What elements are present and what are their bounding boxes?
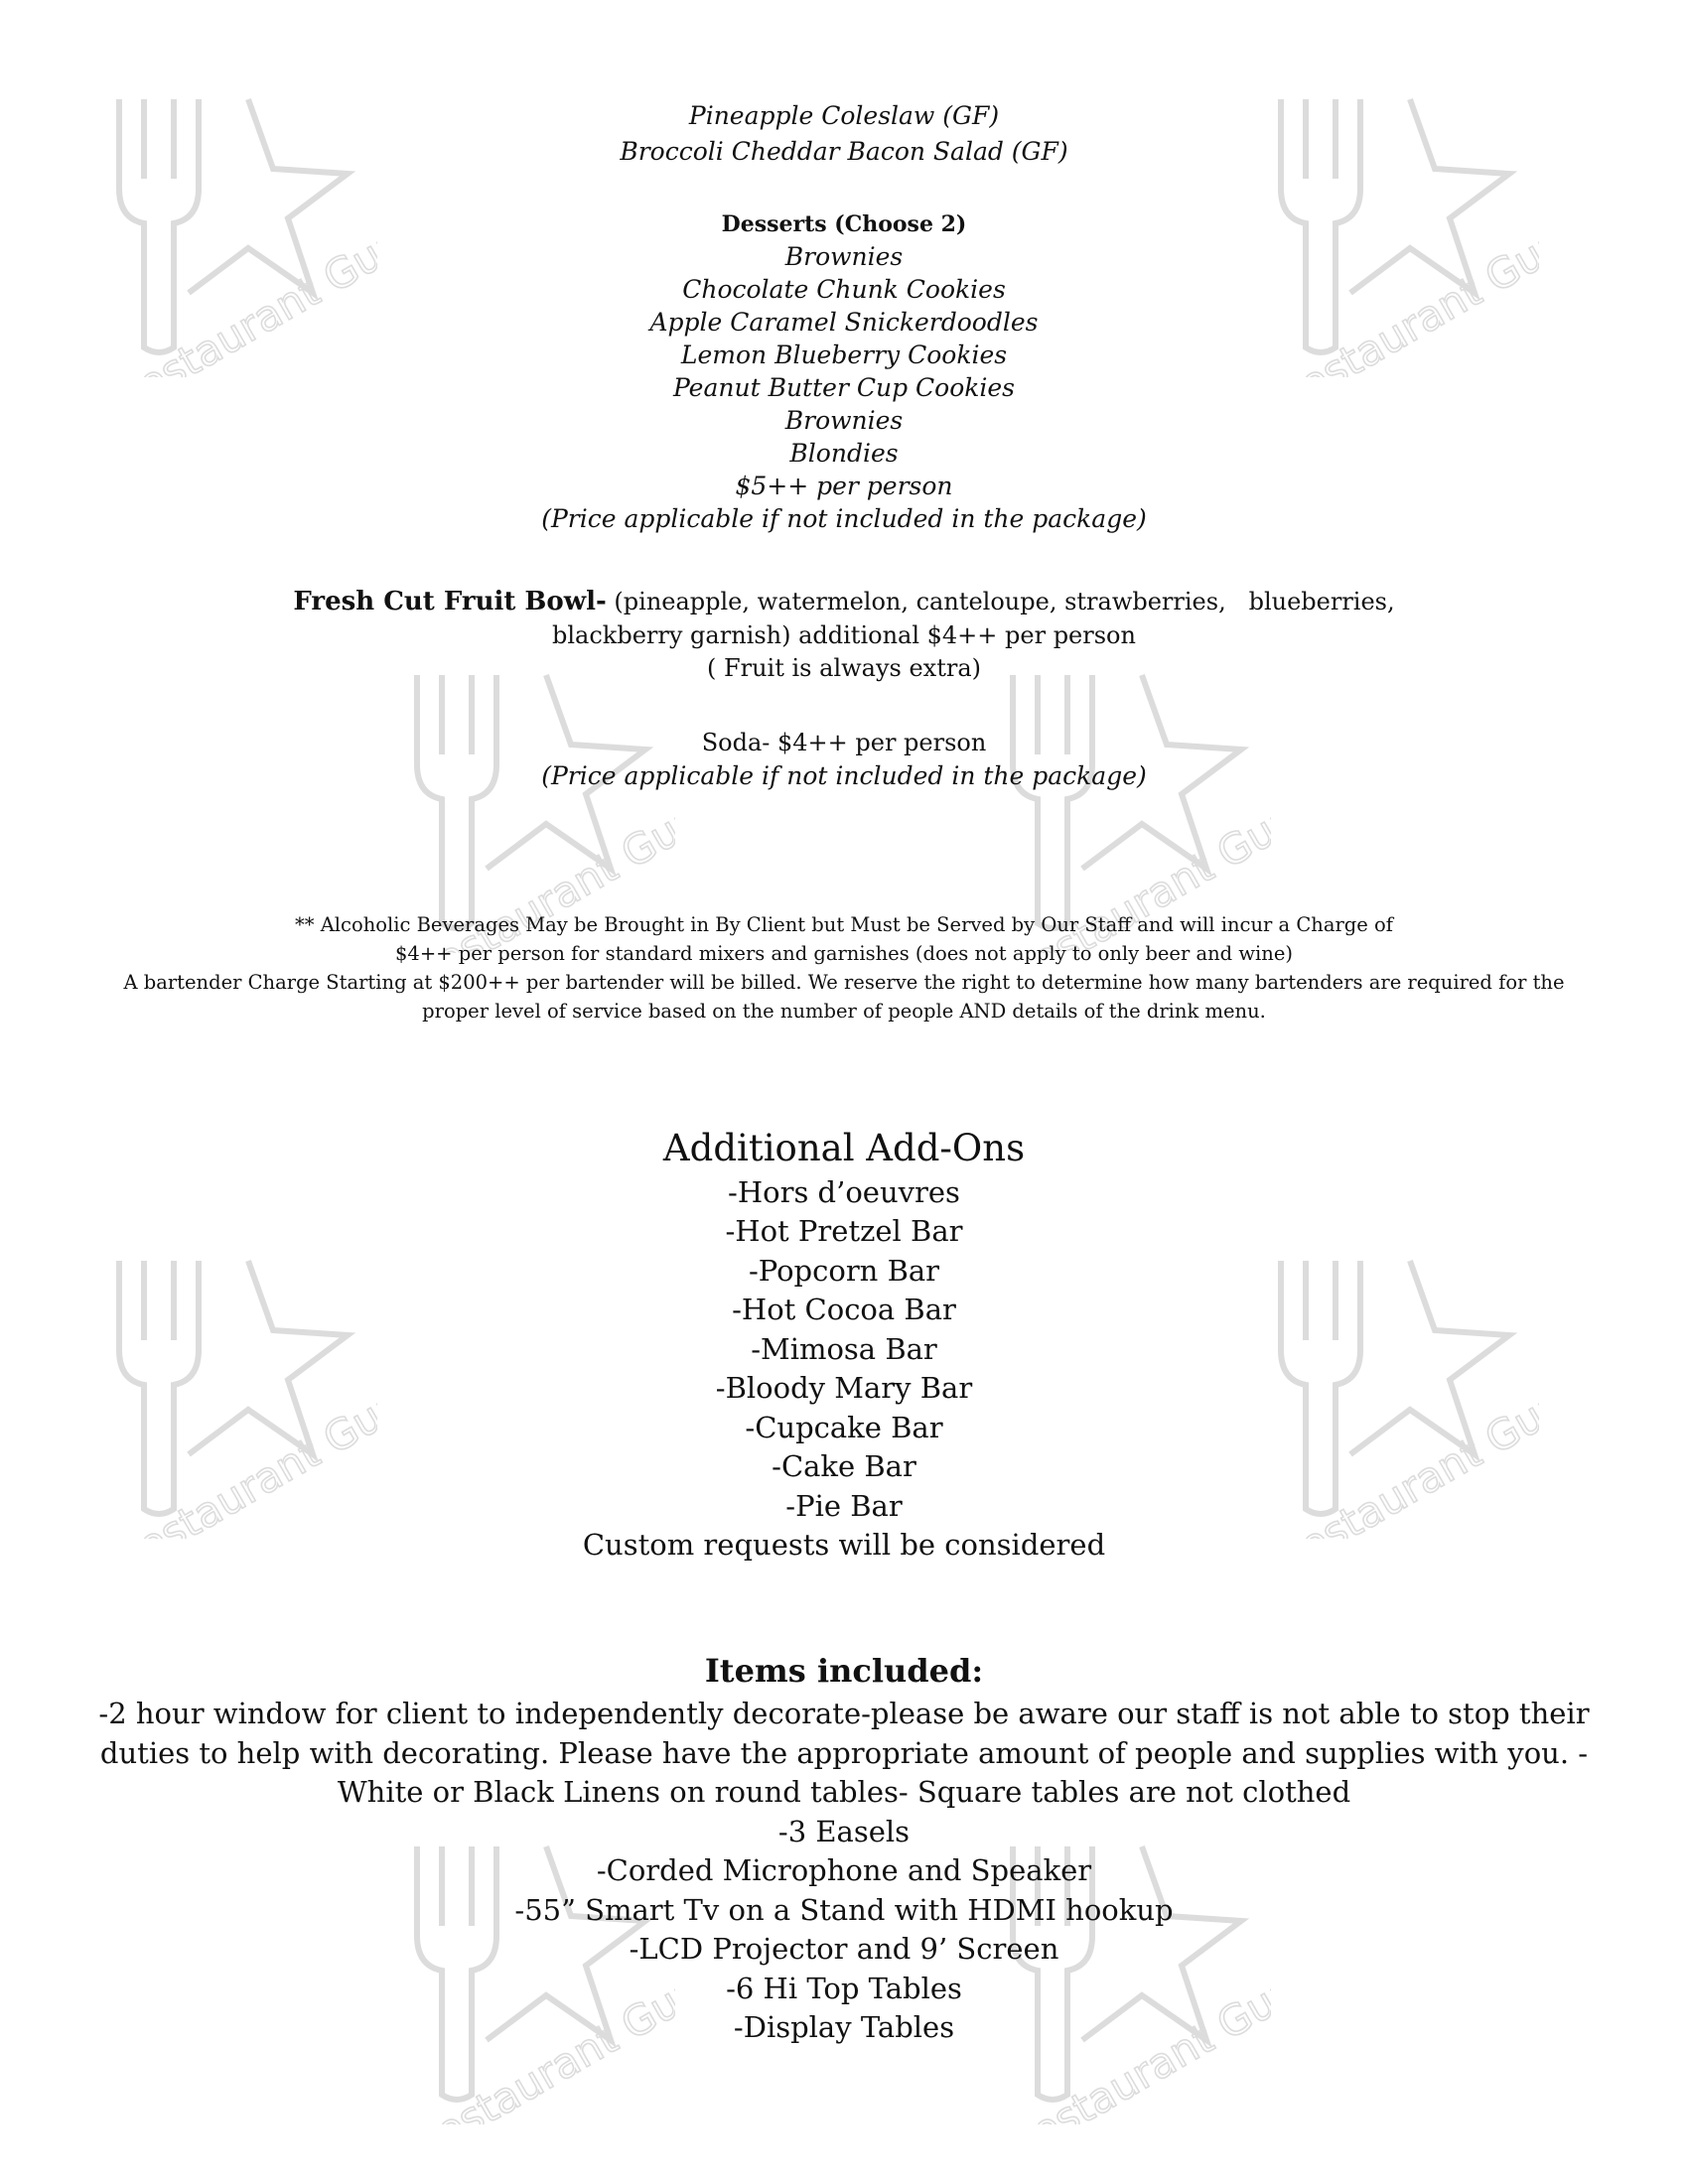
dessert-price: $5++ per person	[735, 472, 953, 500]
alcohol-policy-line: proper level of service based on the number of people AND details of the drink menu.	[422, 1000, 1266, 1023]
fruit-bowl-line	[0, 586, 1688, 618]
included-item: -Display Tables	[733, 2010, 955, 2044]
dessert-item: Chocolate Chunk Cookies	[682, 275, 1006, 304]
watermark-text: Restaurant Guru	[999, 784, 1271, 953]
included-item: -3 Easels	[777, 1815, 911, 1848]
watermark-text: Restaurant Guru	[1267, 1370, 1539, 1539]
watermark-text: Restaurant Guru	[105, 1370, 377, 1539]
included-item: -6 Hi Top Tables	[726, 1972, 962, 2005]
included-item: -2 hour window for client to independently decorate-please be aware our staff is not able to stop their	[98, 1697, 1590, 1730]
addon-item: -Hors d’oeuvres	[728, 1175, 960, 1209]
addon-custom-requests: Custom requests will be considered	[582, 1528, 1106, 1562]
included-item: -LCD Projector and 9’ Screen	[629, 1932, 1059, 1966]
watermark-text: Restaurant Guru	[1267, 208, 1539, 377]
alcohol-policy-line: ** Alcoholic Beverages May be Brought in By Client but Must be Served by Our Staff and will incur a Charge of	[295, 913, 1393, 936]
watermark-text: Restaurant Guru	[403, 1956, 675, 2124]
fruit-bowl-price: blackberry garnish) additional $4++ per person	[552, 621, 1136, 649]
included-item: White or Black Linens on round tables- Square tables are not clothed	[337, 1775, 1351, 1809]
addon-item: -Popcorn Bar	[748, 1254, 940, 1288]
included-heading: Items included:	[704, 1652, 984, 1690]
addon-item: -Hot Pretzel Bar	[725, 1214, 963, 1248]
watermark-text: Restaurant Guru	[403, 784, 675, 953]
alcohol-policy-line: $4++ per person for standard mixers and garnishes (does not apply to only beer and wine)	[395, 942, 1293, 965]
fruit-bowl-desc: (pineapple, watermelon, canteloupe, strawberries, blueberries,	[606, 588, 1395, 615]
dessert-item: Blondies	[789, 439, 899, 468]
dessert-item: Brownies	[784, 406, 904, 435]
addons-heading: Additional Add-Ons	[662, 1127, 1026, 1169]
dessert-item: Peanut Butter Cup Cookies	[672, 373, 1016, 402]
desserts-heading: Desserts (Choose 2)	[721, 211, 967, 237]
watermark-text: Restaurant Guru	[105, 208, 377, 377]
addon-item: -Cupcake Bar	[745, 1411, 943, 1444]
included-item: duties to help with decorating. Please have the appropriate amount of people and supplies with you. -	[99, 1736, 1589, 1770]
dessert-note: (Price applicable if not included in the package)	[541, 504, 1147, 533]
addon-item: -Cake Bar	[772, 1449, 916, 1483]
soda-price: Soda- $4++ per person	[701, 729, 987, 756]
dessert-item: Brownies	[784, 242, 904, 271]
soda-note: (Price applicable if not included in the package)	[541, 761, 1147, 790]
included-item: -Corded Microphone and Speaker	[596, 1853, 1092, 1887]
addon-item: -Hot Cocoa Bar	[732, 1293, 956, 1326]
addon-item: -Bloody Mary Bar	[715, 1371, 973, 1405]
alcohol-policy-line: A bartender Charge Starting at $200++ per bartender will be billed. We reserve the right to determine how many bartenders are required for the	[123, 971, 1565, 994]
salad-item: Pineapple Coleslaw (GF)	[688, 101, 1000, 130]
included-item: -55” Smart Tv on a Stand with HDMI hookup	[514, 1893, 1174, 1927]
fruit-bowl-label: Fresh Cut Fruit Bowl-	[293, 587, 607, 616]
fruit-bowl-note: ( Fruit is always extra)	[706, 654, 981, 682]
dessert-item: Lemon Blueberry Cookies	[680, 341, 1008, 369]
dessert-item: Apple Caramel Snickerdoodles	[649, 308, 1039, 337]
salad-item: Broccoli Cheddar Bacon Salad (GF)	[620, 137, 1068, 166]
addon-item: -Mimosa Bar	[751, 1332, 937, 1366]
addon-item: -Pie Bar	[785, 1489, 903, 1523]
watermark-text: Restaurant Guru	[999, 1956, 1271, 2124]
